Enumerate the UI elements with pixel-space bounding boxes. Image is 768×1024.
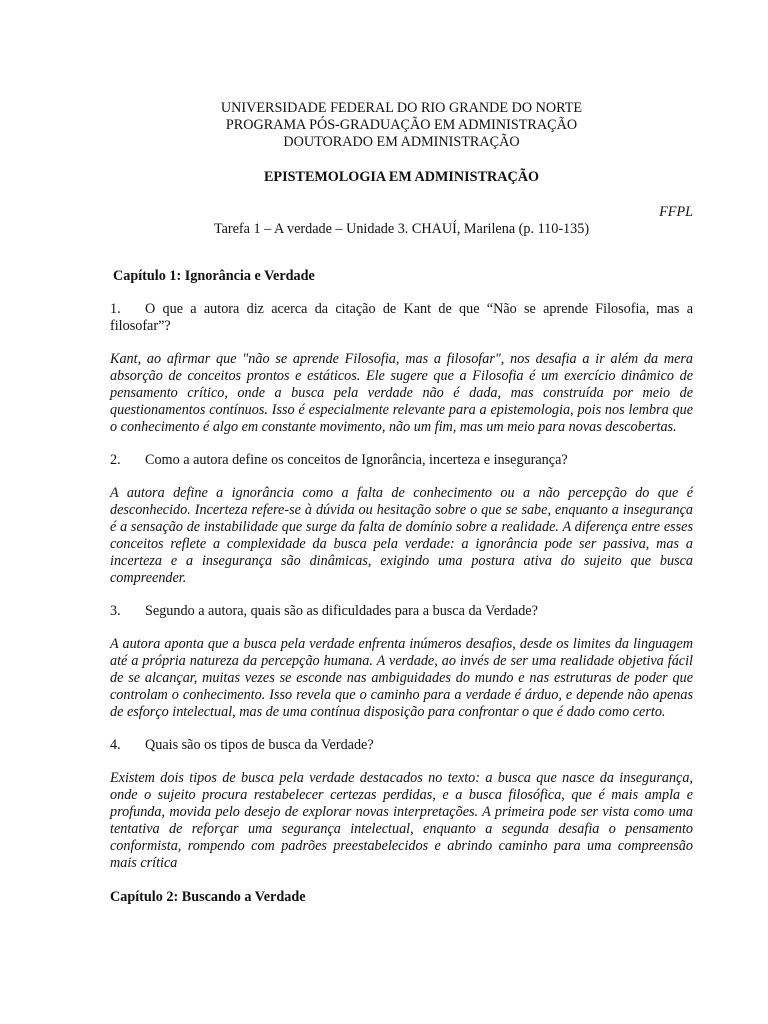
task-title: Tarefa 1 – A verdade – Unidade 3. CHAUÍ, Marilena (p. 110-135): [213, 221, 590, 237]
question-number: 1.: [110, 301, 121, 317]
institution-header: [110, 100, 693, 151]
answer-4: Existem dois tipos de busca pela verdade destacados no texto: a busca que nasce da insegurança, onde o sujeito procura restabelecer certezas perdidas, e a busca filosófica, que é mais ampla e profunda, movida pelo desejo de explorar novas interpretações. A primeira pode ser vista como uma tentativa de reforçar uma segurança intelectual, enquanto a segunda desafia o pensamento conformista, rompendo com padrões preestabelecidos e abrindo caminho para uma compreensão mais crítica: [110, 770, 693, 871]
university-name: UNIVERSIDADE FEDERAL DO RIO GRANDE DO NORTE: [220, 100, 583, 116]
question-number: 2.: [110, 452, 121, 468]
question-1: [110, 301, 693, 335]
question-4: [110, 737, 693, 754]
question-2: [110, 452, 693, 469]
answer-1: Kant, ao afirmar que "não se aprende Filosofia, mas a filosofar", nos desafia a ir além da mera absorção de conceitos prontos e estáticos. Ele sugere que a Filosofia é um exercício dinâmico de pensamento crítico, onde a busca pela verdade não é dada, mas construída por meio de questionamentos contínuos. Isso é especialmente relevante para a epistemologia, pois nos lembra que o conhecimento é algo em constante movimento, não um fim, mas um meio para novas descobertas.: [110, 351, 693, 435]
program-name: PROGRAMA PÓS-GRADUAÇÃO EM ADMINISTRAÇÃO: [225, 117, 578, 133]
chapter-2-heading: Capítulo 2: Buscando a Verdade: [110, 889, 306, 905]
question-text: O que a autora diz acerca da citação de Kant de que “Não se aprende Filosofia, mas a filosofar”?: [110, 301, 693, 334]
degree-name: DOUTORADO EM ADMINISTRAÇÃO: [283, 134, 520, 150]
question-text: Segundo a autora, quais são as dificuldades para a busca da Verdade?: [145, 603, 538, 619]
course-title: EPISTEMOLOGIA EM ADMINISTRAÇÃO: [263, 169, 540, 185]
question-number: 3.: [110, 603, 121, 619]
chapter-1-heading: Capítulo 1: Ignorância e Verdade: [113, 268, 315, 284]
question-text: Como a autora define os conceitos de Ignorância, incerteza e insegurança?: [145, 452, 568, 468]
question-number: 4.: [110, 737, 121, 753]
author-initials: FFPL: [659, 204, 693, 220]
question-3: [110, 603, 693, 620]
answer-2: A autora define a ignorância como a falta de conhecimento ou a não percepção do que é desconhecido. Incerteza refere-se à dúvida ou hesitação sobre o que se sabe, enquanto a insegurança é a sensação de instabilidade que surge da falta de domínio sobre a realidade. A diferença entre esses conceitos reflete a complexidade da busca pela verdade: a ignorância pode ser passiva, mas a incerteza e a insegurança são dinâmicas, exigindo uma postura ativa do sujeito que busca compreender.: [110, 485, 693, 586]
question-text: Quais são os tipos de busca da Verdade?: [145, 737, 374, 753]
answer-3: A autora aponta que a busca pela verdade enfrenta inúmeros desafios, desde os limites da linguagem até a própria natureza da percepção humana. A verdade, ao invés de ser uma realidade objetiva fácil de se alcançar, muitas vezes se esconde nas ambiguidades do mundo e nas estruturas de poder que controlam o conhecimento. Isso revela que o caminho para a verdade é árduo, e depende não apenas de esforço intelectual, mas de uma contínua disposição para confrontar o que é dado como certo.: [110, 636, 693, 720]
document-content: [110, 100, 693, 906]
